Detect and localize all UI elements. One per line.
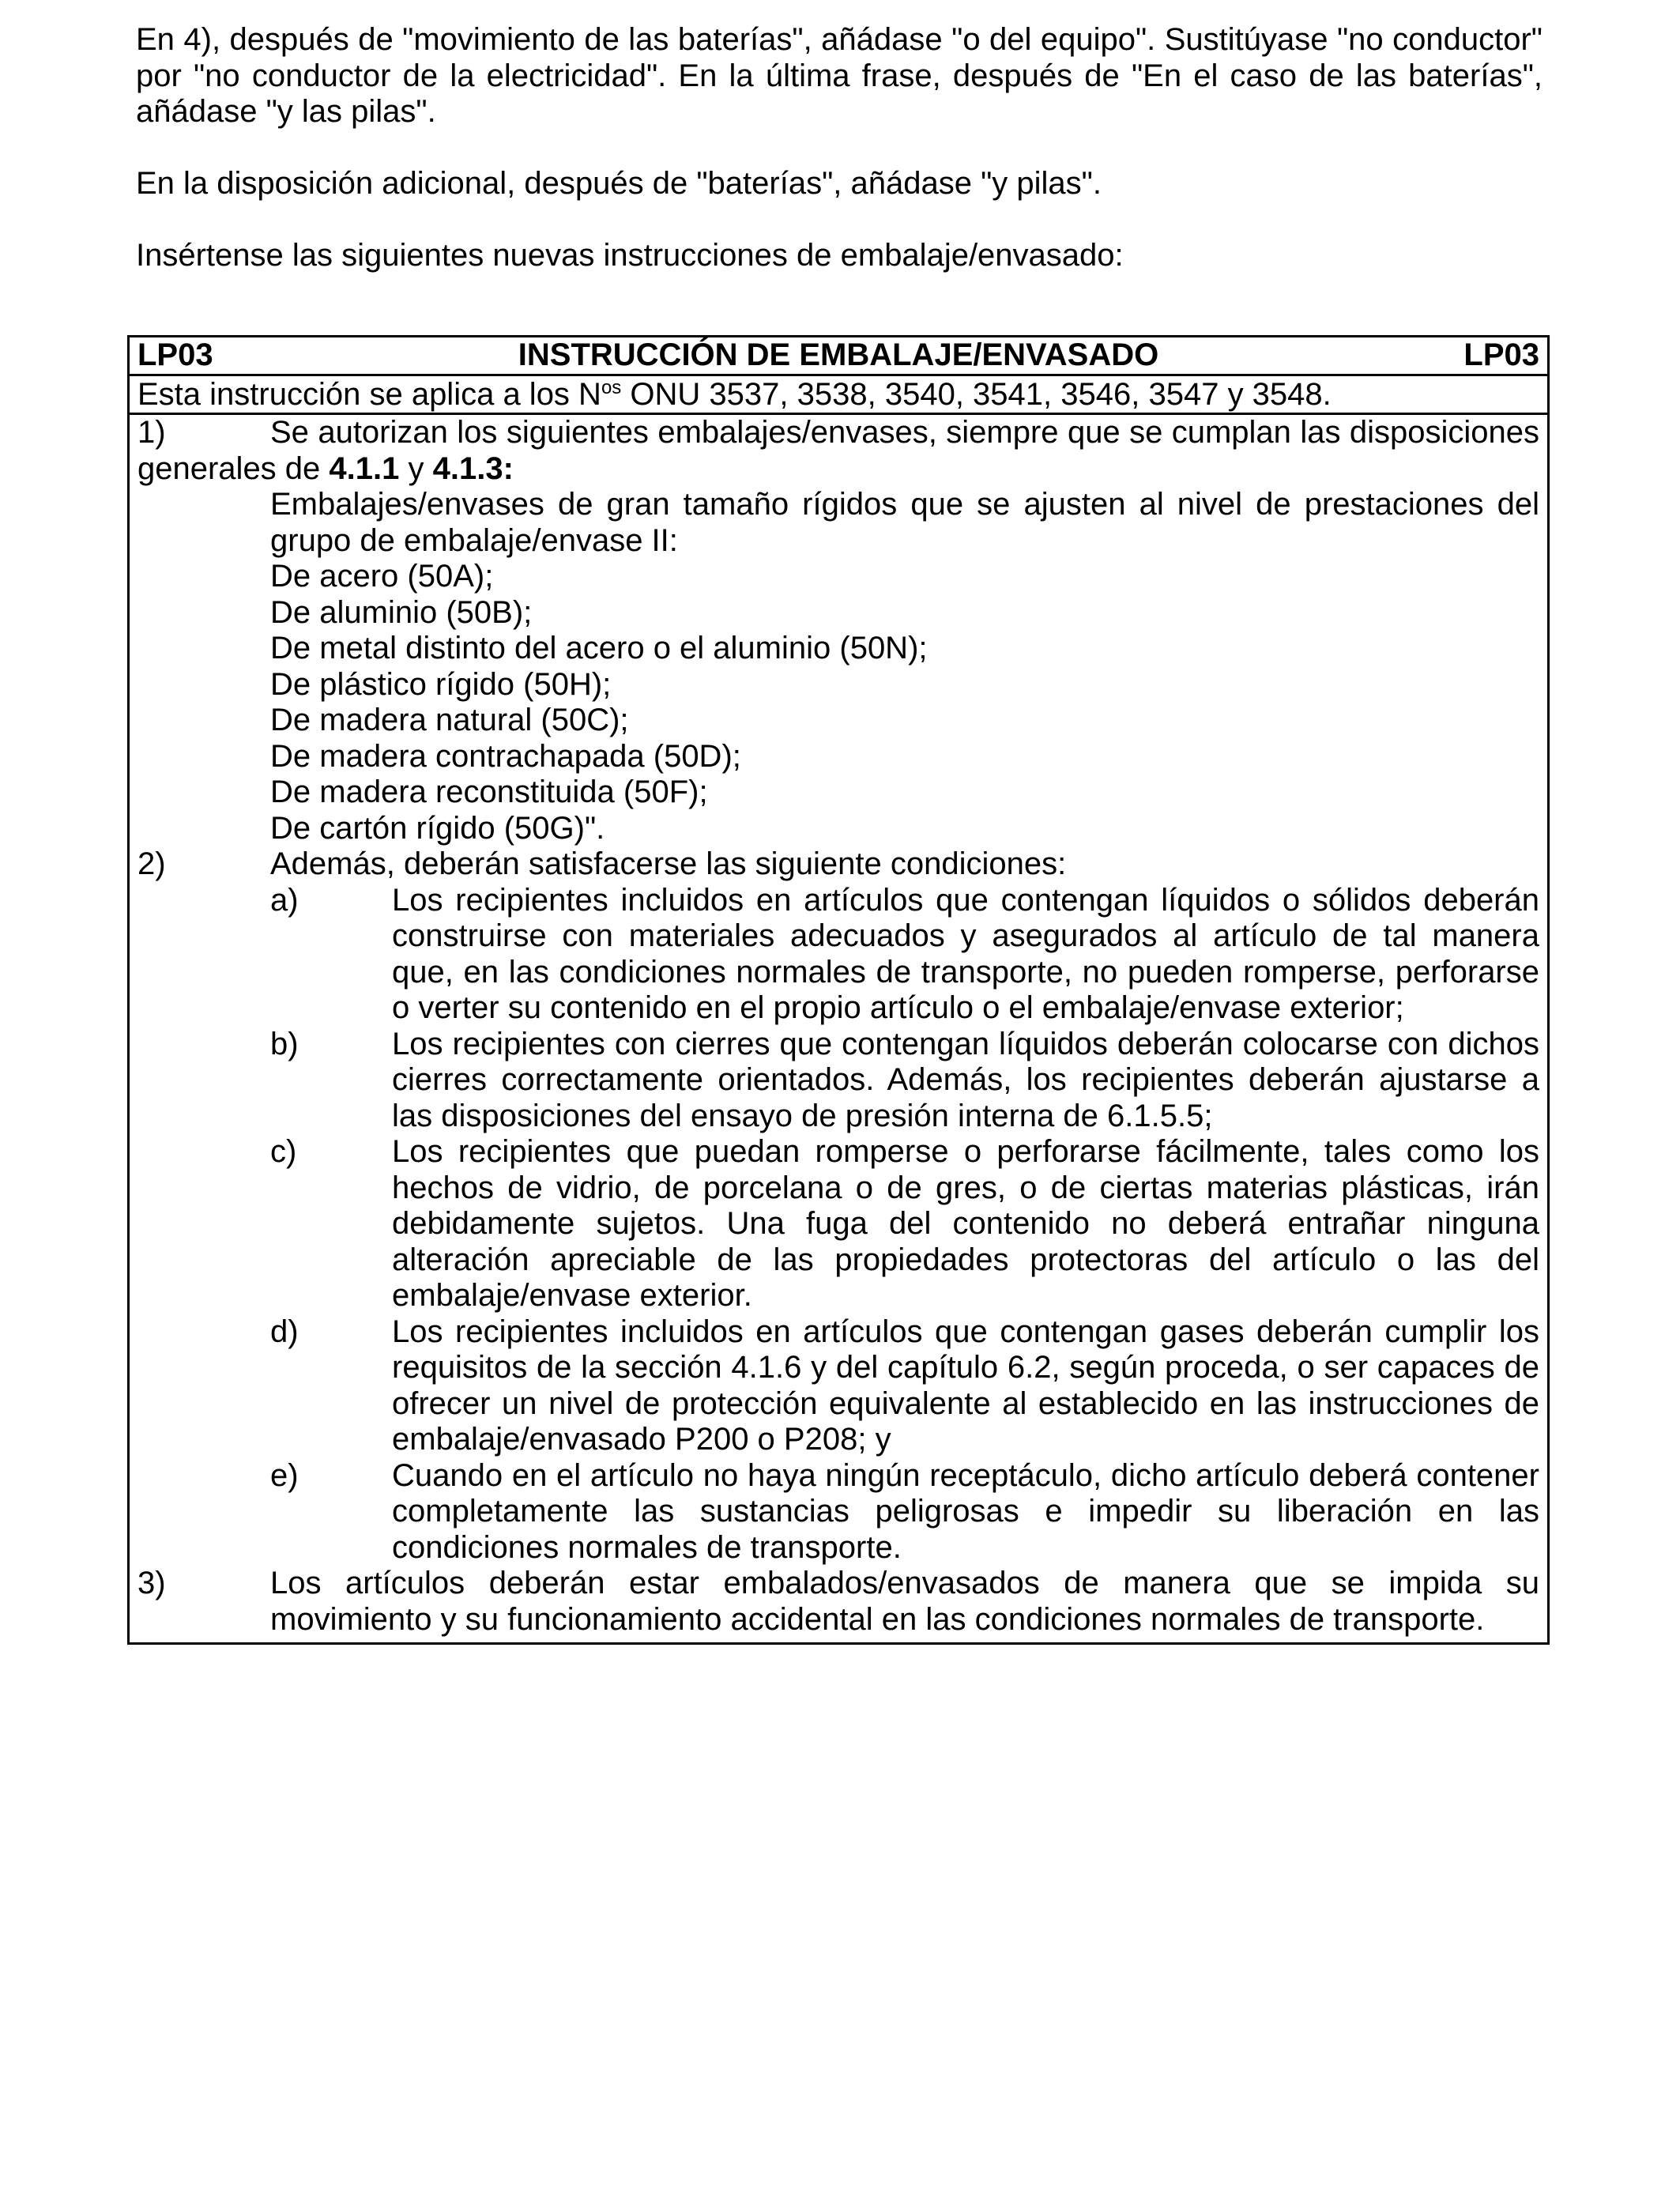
subitem-c [137,1134,1539,1314]
instruction-title: INSTRUCCIÓN DE EMBALAJE/ENVASADO [518,337,1159,373]
option-rigid-plastic: De plástico rígido (50H); [270,666,612,702]
item-1 [137,415,1539,487]
item-1-text-a: Se autorizan los siguientes embalajes/envases, siempre que se cumplan las disposiciones generales de [137,415,1539,486]
option-natural-wood: De madera natural (50C); [270,703,629,737]
instruction-code-right: LP03 [1463,337,1539,373]
item-1-options [137,487,1539,846]
subitem-b-letter: b) [270,1026,299,1061]
subitem-b-text: Los recipientes con cierres que contengan líquidos deberán colocarse con dichos cierres correctamente orientados. Además, los recipientes deberán ajustarse a las disposiciones del ensayo de presión interna de 6.1.5.5; [392,1026,1539,1133]
subitem-c-letter: c) [270,1134,297,1169]
subitem-b [137,1027,1539,1135]
item-1-text-b: y [399,450,433,486]
packing-instruction-table [127,335,1550,1645]
subitem-a-text: Los recipientes incluidos en artículos que contengan líquidos o sólidos deberán construirse con materiales adecuados y asegurados al artículo de tal manera que, en las condiciones normales de transporte, no pueden romperse, perforarse o verter su contenido en el propio artículo o el embalaje/envase exterior; [392,882,1539,1025]
item-3-number: 3) [137,1566,166,1600]
option-reconstituted-wood: De madera reconstituida (50F); [270,775,708,809]
option-steel: De acero (50A); [270,559,494,594]
subitem-a [137,883,1539,1027]
instruction-scope [130,376,1547,415]
subitem-c-text: Los recipientes que puedan romperse o perforarse fácilmente, tales como los hechos de vidrio, de porcelana o de gres, o de ciertas materias plásticas, irán debidamente sujetos. Una fuga del contenido no deberá entrañar ninguna alteración apreciable de las propiedades protectoras del artículo o las del embalaje/envase exterior. [392,1134,1539,1313]
instruction-body [130,415,1547,1642]
intro-paragraph-additional-provision: En la disposición adicional, después de "baterías", añádase "y pilas". [136,165,1102,201]
scope-suffix: ONU 3537, 3538, 3540, 3541, 3546, 3547 y 3548. [621,377,1332,412]
option-plywood: De madera contrachapada (50D); [270,738,741,774]
subitem-e-letter: e) [270,1457,299,1493]
scope-superscript: os [601,377,622,398]
intro-paragraph-insert: Insértense las siguientes nuevas instrucciones de embalaje/envasado: [136,238,1124,273]
instruction-header [130,337,1547,376]
subitem-d [137,1314,1539,1458]
subitem-e [137,1458,1539,1566]
subitem-d-text: Los recipientes incluidos en artículos que contengan gases deberán cumplir los requisitos de la sección 4.1.6 y del capítulo 6.2, según proceda, o ser capaces de ofrecer un nivel de protección equivalente al establecido en las instrucciones de embalaje/envasado P200 o P208; y [392,1314,1539,1457]
intro-paragraph-amendment: En 4), después de "movimiento de las baterías", añádase "o del equipo". Sustitúyase "no conductor" por "no conductor de la electricidad". En la última frase, después de "En el caso de las baterías", añádase "y las pilas". [136,22,1543,129]
option-rigid-fibreboard: De cartón rígido (50G)". [270,810,605,846]
item-1-ref-1: 4.1.1 [329,450,400,486]
item-1-lead: Embalajes/envases de gran tamaño rígidos que se ajusten al nivel de prestaciones del grupo de embalaje/envase II: [270,487,1539,558]
scope-prefix: Esta instrucción se aplica a los N [137,377,601,412]
item-2 [137,846,1539,883]
instruction-code-left: LP03 [137,337,213,373]
option-aluminium: De aluminio (50B); [270,594,533,630]
subitem-d-letter: d) [270,1314,299,1349]
item-2-number: 2) [137,846,166,881]
item-3-text: Los artículos deberán estar embalados/envasados de manera que se impida su movimiento y su funcionamiento accidental en las condiciones normales de transporte. [270,1566,1539,1637]
item-1-ref-2: 4.1.3: [432,450,514,486]
item-2-text: Además, deberán satisfacerse las siguiente condiciones: [270,846,1067,881]
item-1-number: 1) [137,415,166,450]
option-other-metal: De metal distinto del acero o el aluminio (50N); [270,631,928,665]
subitem-e-text: Cuando en el artículo no haya ningún receptáculo, dicho artículo deberá contener completamente las sustancias peligrosas e impedir su liberación en las condiciones normales de transporte. [392,1457,1539,1565]
intro-text [136,22,1543,274]
item-3 [137,1566,1539,1638]
subitem-a-letter: a) [270,882,299,918]
